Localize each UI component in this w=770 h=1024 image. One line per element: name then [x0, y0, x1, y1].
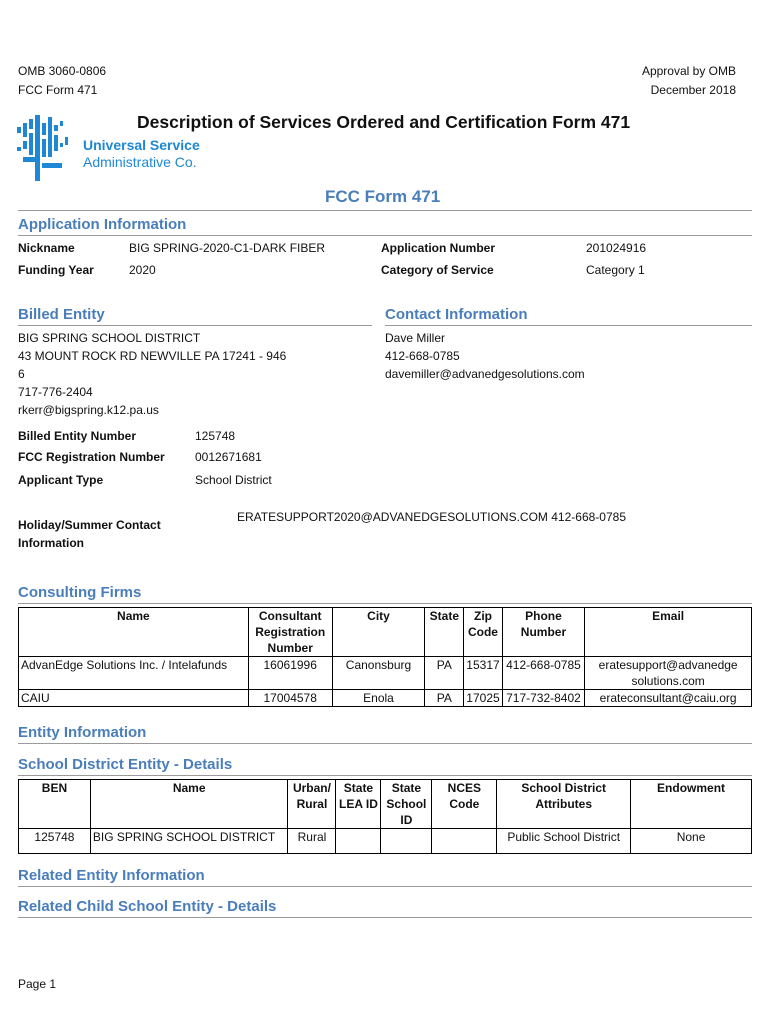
table-row	[19, 690, 752, 707]
funding-year-value: 2020	[129, 263, 156, 277]
billed-entity-block	[18, 329, 286, 419]
omb-number: OMB 3060-0806	[18, 64, 107, 78]
billed-entity-divider	[18, 325, 372, 326]
category-value: Category 1	[586, 263, 645, 277]
col-nces: NCES Code	[432, 780, 497, 829]
col-entity-name: Name	[90, 780, 288, 829]
form-number: FCC Form 471	[18, 83, 98, 97]
firm-zip: 17025	[464, 690, 502, 707]
holiday-contact-label-line-1: Holiday/Summer Contact	[18, 518, 161, 532]
nickname-label: Nickname	[18, 241, 75, 255]
entity-lea-id	[336, 829, 381, 854]
col-urban-rural: Urban/ Rural	[288, 780, 336, 829]
consulting-heading: Consulting Firms	[18, 584, 142, 601]
fcc-registration-value: 0012671681	[195, 450, 262, 464]
school-district-heading: School District Entity - Details	[18, 756, 233, 773]
col-phone: Phone Number	[502, 608, 585, 657]
firm-registration: 17004578	[248, 690, 332, 707]
applicant-type-value: School District	[195, 473, 272, 487]
page-title: Description of Services Ordered and Certification Form 471	[137, 112, 631, 132]
col-ben: BEN	[19, 780, 91, 829]
billed-entity-heading: Billed Entity	[18, 306, 105, 323]
fcc-registration-label: FCC Registration Number	[18, 450, 165, 464]
firm-city: Canonsburg	[332, 657, 425, 690]
entity-school-id	[381, 829, 432, 854]
school-district-table	[18, 779, 752, 854]
application-divider	[18, 235, 752, 236]
contact-name: Dave Miller	[385, 331, 446, 345]
table-row	[19, 829, 752, 854]
entity-urban-rural: Rural	[288, 829, 336, 854]
firm-email: erateconsultant@caiu.org	[585, 690, 752, 707]
col-endowment: Endowment	[631, 780, 752, 829]
title-divider	[18, 210, 752, 211]
contact-phone: 412-668-0785	[385, 349, 460, 363]
entity-header-row	[19, 780, 752, 829]
firm-name: AdvanEdge Solutions Inc. / Intelafunds	[19, 657, 249, 690]
firm-city: Enola	[332, 690, 425, 707]
application-number-label: Application Number	[381, 241, 496, 255]
billed-entity-address-2: 6	[18, 367, 25, 381]
col-name: Name	[19, 608, 249, 657]
billed-entity-email: rkerr@bigspring.k12.pa.us	[18, 403, 159, 417]
form-title: FCC Form 471	[325, 187, 441, 206]
category-label: Category of Service	[381, 263, 494, 277]
firm-phone: 717-732-8402	[502, 690, 585, 707]
page-number: Page 1	[18, 977, 57, 991]
col-registration: Consultant Registration Number	[248, 608, 332, 657]
holiday-contact-value: ERATESUPPORT2020@ADVANEDGESOLUTIONS.COM 412-668-0785	[237, 510, 626, 524]
school-district-divider	[18, 775, 752, 776]
funding-year-label: Funding Year	[18, 263, 94, 277]
entity-heading: Entity Information	[18, 724, 147, 741]
col-zip: Zip Code	[464, 608, 502, 657]
related-entity-heading: Related Entity Information	[18, 867, 205, 884]
entity-endowment: None	[631, 829, 752, 854]
omb-approval: Approval by OMB	[641, 64, 736, 78]
contact-block	[385, 329, 585, 383]
contact-divider	[385, 325, 752, 326]
firm-email: eratesupport@advanedge solutions.com	[585, 657, 752, 690]
holiday-contact-label	[18, 516, 161, 552]
billed-entity-number-value: 125748	[195, 429, 236, 443]
entity-attributes: Public School District	[497, 829, 631, 854]
related-child-divider	[18, 917, 752, 918]
entity-nces	[432, 829, 497, 854]
applicant-type-label: Applicant Type	[18, 473, 104, 487]
nickname-value: BIG SPRING-2020-C1-DARK FIBER	[129, 241, 326, 255]
firm-state: PA	[425, 657, 464, 690]
firm-state: PA	[425, 690, 464, 707]
table-row	[19, 657, 752, 690]
application-heading: Application Information	[18, 216, 187, 233]
entity-ben: 125748	[19, 829, 91, 854]
logo-line-2: Administrative Co.	[83, 154, 197, 170]
entity-divider	[18, 743, 752, 744]
usac-logo-mark-icon	[15, 113, 81, 185]
col-email: Email	[585, 608, 752, 657]
billed-entity-phone: 717-776-2404	[18, 385, 93, 399]
related-entity-divider	[18, 886, 752, 887]
firm-registration: 16061996	[248, 657, 332, 690]
consulting-divider	[18, 603, 752, 604]
col-state: State	[425, 608, 464, 657]
firm-name: CAIU	[19, 690, 249, 707]
application-number-value: 201024916	[586, 241, 647, 255]
billed-entity-name: BIG SPRING SCHOOL DISTRICT	[18, 331, 201, 345]
consulting-firms-table	[18, 607, 752, 707]
holiday-contact-label-line-2: Information	[18, 536, 84, 550]
related-child-heading: Related Child School Entity - Details	[18, 898, 277, 915]
contact-heading: Contact Information	[385, 306, 528, 323]
col-city: City	[332, 608, 425, 657]
col-lea-id: State LEA ID	[336, 780, 381, 829]
consulting-header-row	[19, 608, 752, 657]
entity-name: BIG SPRING SCHOOL DISTRICT	[90, 829, 288, 854]
form-date: December 2018	[650, 83, 736, 97]
col-attributes: School District Attributes	[497, 780, 631, 829]
col-school-id: State School ID	[381, 780, 432, 829]
contact-email: davemiller@advanedgesolutions.com	[385, 367, 585, 381]
billed-entity-address-1: 43 MOUNT ROCK RD NEWVILLE PA 17241 - 946	[18, 349, 287, 363]
billed-entity-number-label: Billed Entity Number	[18, 429, 137, 443]
logo-line-1: Universal Service	[83, 137, 200, 153]
firm-zip: 15317	[464, 657, 502, 690]
firm-phone: 412-668-0785	[502, 657, 585, 690]
